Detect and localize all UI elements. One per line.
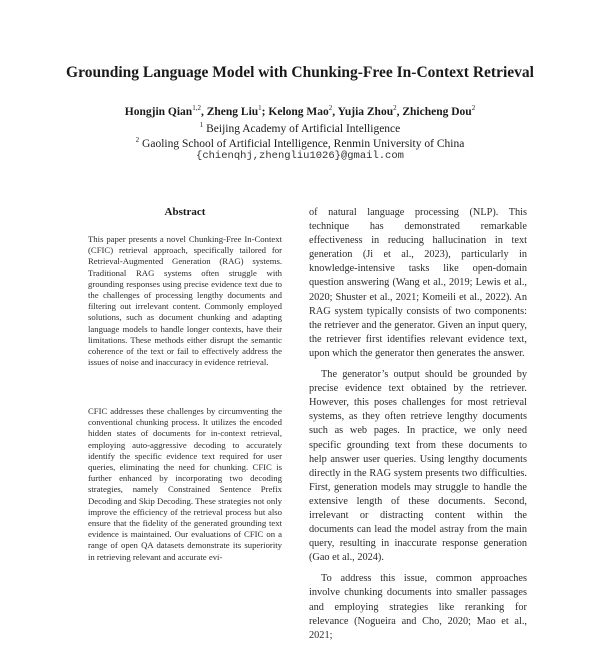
affiliation-1 [0, 121, 600, 135]
author-affil-sup: 1 [258, 104, 262, 112]
body-right-column [309, 206, 527, 650]
author-separator: , [396, 105, 403, 118]
body-paragraph: The generator’s output should be grounded by precise evidence text obtained by the retriever. However, this poses challenges for most retrieval systems, as they often retrieve lengthy documents such as web pages. In practice, we only need specific grounding text from these documents to help answer user queries. Using lengthy documents directly in the RAG system presents two difficulties. First, generation models may struggle to handle the extensive length of these documents. Second, irrelevant or distracting content within the documents can lead the model astray from the main query, resulting in inaccurate response generation (Gao et al., 2024). [309, 369, 527, 564]
author-name: Zheng Liu [206, 105, 259, 118]
author-list [0, 104, 600, 118]
author-affil-sup: 2 [328, 104, 333, 112]
author-separator: ; [261, 105, 269, 118]
abstract-text: This paper presents a novel Chunking-Free In-Context (CFIC) retrieval approach, specifically tailored for Retrieval-Augmented Generation (RAG) systems. Traditional RAG systems often struggle with grounding responses using precise evidence text due to the challenges of processing lengthy documents and filtering out irrelevant content. Commonly employed solutions, such as document chunking and adapting language models to handle longer contexts, have their limitations. These methods either disrupt the semantic coherence of the text or fail to effectively address the issues of noise and inaccuracy in evidence retrieval. [88, 234, 282, 368]
affiliation-text: Gaoling School of Artificial Intelligence, Renmin University of China [142, 137, 465, 150]
affiliation-text: Beijing Academy of Artificial Intelligence [206, 122, 401, 135]
abstract-heading: Abstract [164, 206, 206, 218]
author-name: Zhicheng Dou [402, 105, 472, 118]
author-separator: , [200, 105, 207, 118]
author-affil-sup: 2 [471, 104, 476, 112]
affiliation-sup: 1 [199, 121, 204, 129]
affiliation-2 [0, 136, 600, 150]
author-name: Hongjin Qian [124, 105, 193, 118]
body-paragraph: of natural language processing (NLP). This technique has demonstrated remarkable effectiveness in reducing hallucination in text generation (Ji et al., 2023), particularly in knowledge-intensive tasks like open-domain question answering (Wang et al., 2019; Lewis et al., 2020; Shuster et al., 2021; Komeili et al., 2022). An RAG system typically consists of two components: the retriever and the generator. Given an input query, the retriever first identifies relevant evidence text, upon which the generator then generates the answer. [309, 207, 527, 359]
affiliation-sup: 2 [135, 136, 140, 144]
body-paragraph: To address this issue, common approaches involve chunking documents into smaller passages and employing strategies like reranking for relevance (Nogueira and Cho, 2020; Mao et al., 2021; [309, 573, 527, 641]
author-name: Kelong Mao [268, 105, 329, 118]
abstract-text: CFIC addresses these challenges by circumventing the conventional chunking process. It utilizes the encoded hidden states of documents for in-context retrieval, employing auto-aggressive decoding to accurately identify the specific evidence text required for user queries, eliminating the need for chunking. CFIC is further enhanced by incorporating two decoding strategies, namely Constrained Sentence Prefix Decoding and Skip Decoding. These strategies not only improve the efficiency of the retrieval process but also ensure that the fidelity of the generated grounding text evidence is maintained. Our evaluations of CFIC on a range of open QA datasets demonstrate its superiority in retrieving relevant and accurate evi- [88, 406, 282, 562]
author-name: Yujia Zhou [337, 105, 394, 118]
abstract-paragraph-1 [88, 234, 282, 368]
author-affil-sup: 1,2 [192, 104, 201, 112]
abstract-paragraph-2 [88, 406, 282, 563]
paper-title: Grounding Language Model with Chunking-Free In-Context Retrieval [66, 64, 534, 81]
author-email: {chienqhj,zhengliu1026}@gmail.com [196, 150, 404, 162]
author-affil-sup: 2 [393, 104, 397, 112]
author-separator: , [332, 105, 338, 118]
